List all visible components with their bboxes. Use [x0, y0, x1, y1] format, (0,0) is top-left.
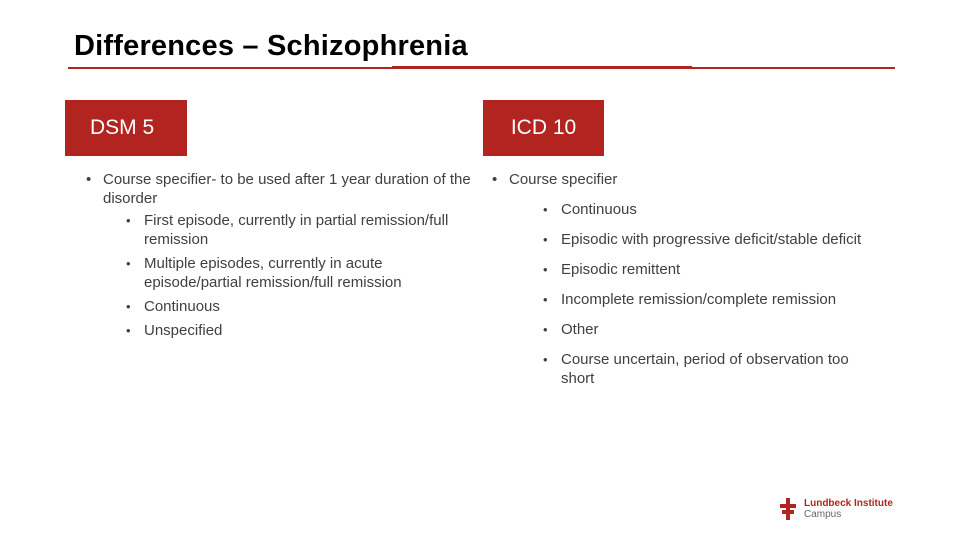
logo-text [804, 498, 893, 520]
list-item: • Unspecified [126, 321, 476, 340]
dsm-course-specifier [86, 170, 476, 340]
icd-list [492, 170, 872, 388]
list-item: • Continuous [543, 200, 872, 219]
dsm-list [86, 170, 476, 340]
icd-course-specifier [492, 170, 872, 388]
dsm-header-box [65, 100, 187, 156]
icd-header-box [483, 100, 604, 156]
list-item: • First episode, currently in partial remission/full remission [126, 211, 476, 249]
logo-name: Lundbeck Institute [804, 498, 893, 509]
title-underline-accent [392, 66, 692, 69]
list-item: • Incomplete remission/complete remission [543, 290, 872, 309]
icd-sublist [543, 200, 872, 388]
icd-header-label: ICD 10 [510, 116, 577, 139]
list-item: • Episodic with progressive deficit/stable deficit [543, 230, 872, 249]
list-item-text: Course specifier [509, 171, 618, 188]
icd-column [492, 170, 872, 399]
dsm-header-label: DSM 5 [90, 116, 155, 139]
list-item: • Episodic remittent [543, 260, 872, 279]
lundbeck-mark-icon [780, 498, 796, 520]
list-item: • Course uncertain, period of observation too short [543, 350, 872, 388]
list-item: • Other [543, 320, 872, 339]
logo-subtitle: Campus [804, 509, 842, 520]
slide-title: Differences – Schizophrenia [74, 30, 468, 62]
lundbeck-logo [780, 498, 900, 522]
list-item: • Continuous [126, 297, 476, 316]
list-item: • Multiple episodes, currently in acute episode/partial remission/full remission [126, 254, 476, 292]
list-item-text: Course specifier- to be used after 1 year duration of the disorder [103, 171, 471, 207]
dsm-column [86, 170, 476, 345]
dsm-sublist [126, 211, 476, 340]
